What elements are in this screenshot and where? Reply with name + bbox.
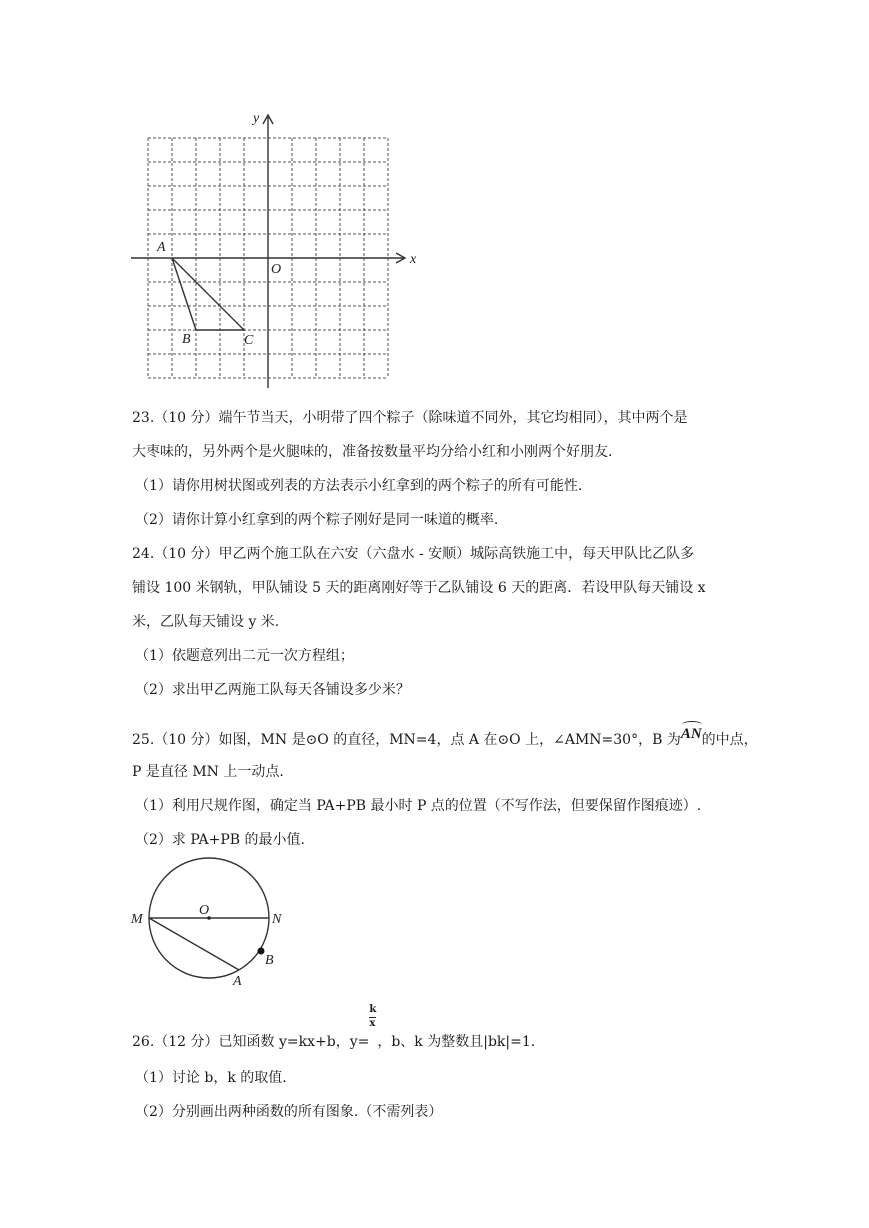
q26-sub2: （2）分别画出两种函数的所有图象.（不需列表）: [135, 1104, 443, 1120]
fraction-numerator: k: [369, 1004, 377, 1015]
q25-line2: P 是直径 MN 上一动点.: [132, 764, 284, 780]
fraction-denominator: x: [369, 1018, 376, 1029]
q25-line1: [132, 726, 758, 750]
circle-figure: [126, 850, 296, 995]
point-c-label: C: [244, 333, 254, 348]
q25-sub1: （1）利用尺规作图，确定当 PA+PB 最小时 P 点的位置（不写作法，但要保留作图痕迹）.: [135, 798, 702, 814]
q23-sub1: （1）请你用树状图或列表的方法表示小红拿到的两个粽子的所有可能性.: [135, 478, 583, 494]
label-o: O: [199, 903, 210, 918]
x-axis-label: x: [410, 252, 417, 267]
point-b-dot: [258, 948, 265, 955]
label-m: M: [131, 912, 143, 927]
q24-sub2: （2）求出甲乙两施工队每天各铺设多少米？: [135, 682, 410, 698]
point-b-label: B: [182, 332, 191, 347]
q26-line1-text: 26.（12 分）已知函数 y=kx+b，y=: [132, 1034, 370, 1050]
q25-line1-text: 25.（10 分）如图，MN 是⊙O 的直径，MN=4，点 A 在⊙O 上，∠AMN=30°，B 为: [132, 732, 681, 748]
q23-line1: 23.（10 分）端午节当天，小明带了四个粽子（除味道不同外，其它均相同），其中两个是: [132, 410, 688, 426]
q24-sub1: （1）依题意列出二元一次方程组；: [135, 648, 354, 664]
chord-ma: [149, 918, 239, 970]
fraction-k-over-x: [369, 1004, 377, 1052]
q26-line1: [132, 1004, 536, 1052]
origin-label: O: [271, 262, 282, 277]
coordinate-grid-figure: [126, 108, 426, 393]
q24-line2: 铺设 100 米钢轨，甲队铺设 5 天的距离刚好等于乙队铺设 6 天的距离．若设甲队每天铺设 x: [132, 580, 706, 596]
q25-sub2: （2）求 PA+PB 的最小值.: [135, 832, 305, 848]
q23-sub2: （2）请你计算小红拿到的两个粽子刚好是同一味道的概率.: [135, 512, 499, 528]
q23-line2: 大枣味的，另外两个是火腿味的，准备按数量平均分给小红和小刚两个好朋友.: [132, 444, 613, 460]
q24-line3: 米，乙队每天铺设 y 米.: [132, 614, 280, 630]
arc-an-label: AN: [680, 726, 702, 742]
q26-sub1: （1）讨论 b，k 的取值.: [135, 1070, 287, 1086]
triangle-abc: [172, 258, 244, 330]
label-n: N: [272, 912, 282, 927]
label-a: A: [233, 974, 242, 989]
q25-line1-tail: 的中点，: [701, 732, 758, 748]
q24-line1: 24.（10 分）甲乙两个施工队在六安（六盘水 - 安顺）城际高铁施工中，每天甲队比乙队多: [132, 546, 695, 562]
q26-line1-tail: ，b、k 为整数且|bk|=1.: [377, 1034, 536, 1050]
point-a-label: A: [157, 240, 166, 255]
label-b: B: [265, 953, 274, 968]
y-axis-label: y: [253, 111, 260, 126]
